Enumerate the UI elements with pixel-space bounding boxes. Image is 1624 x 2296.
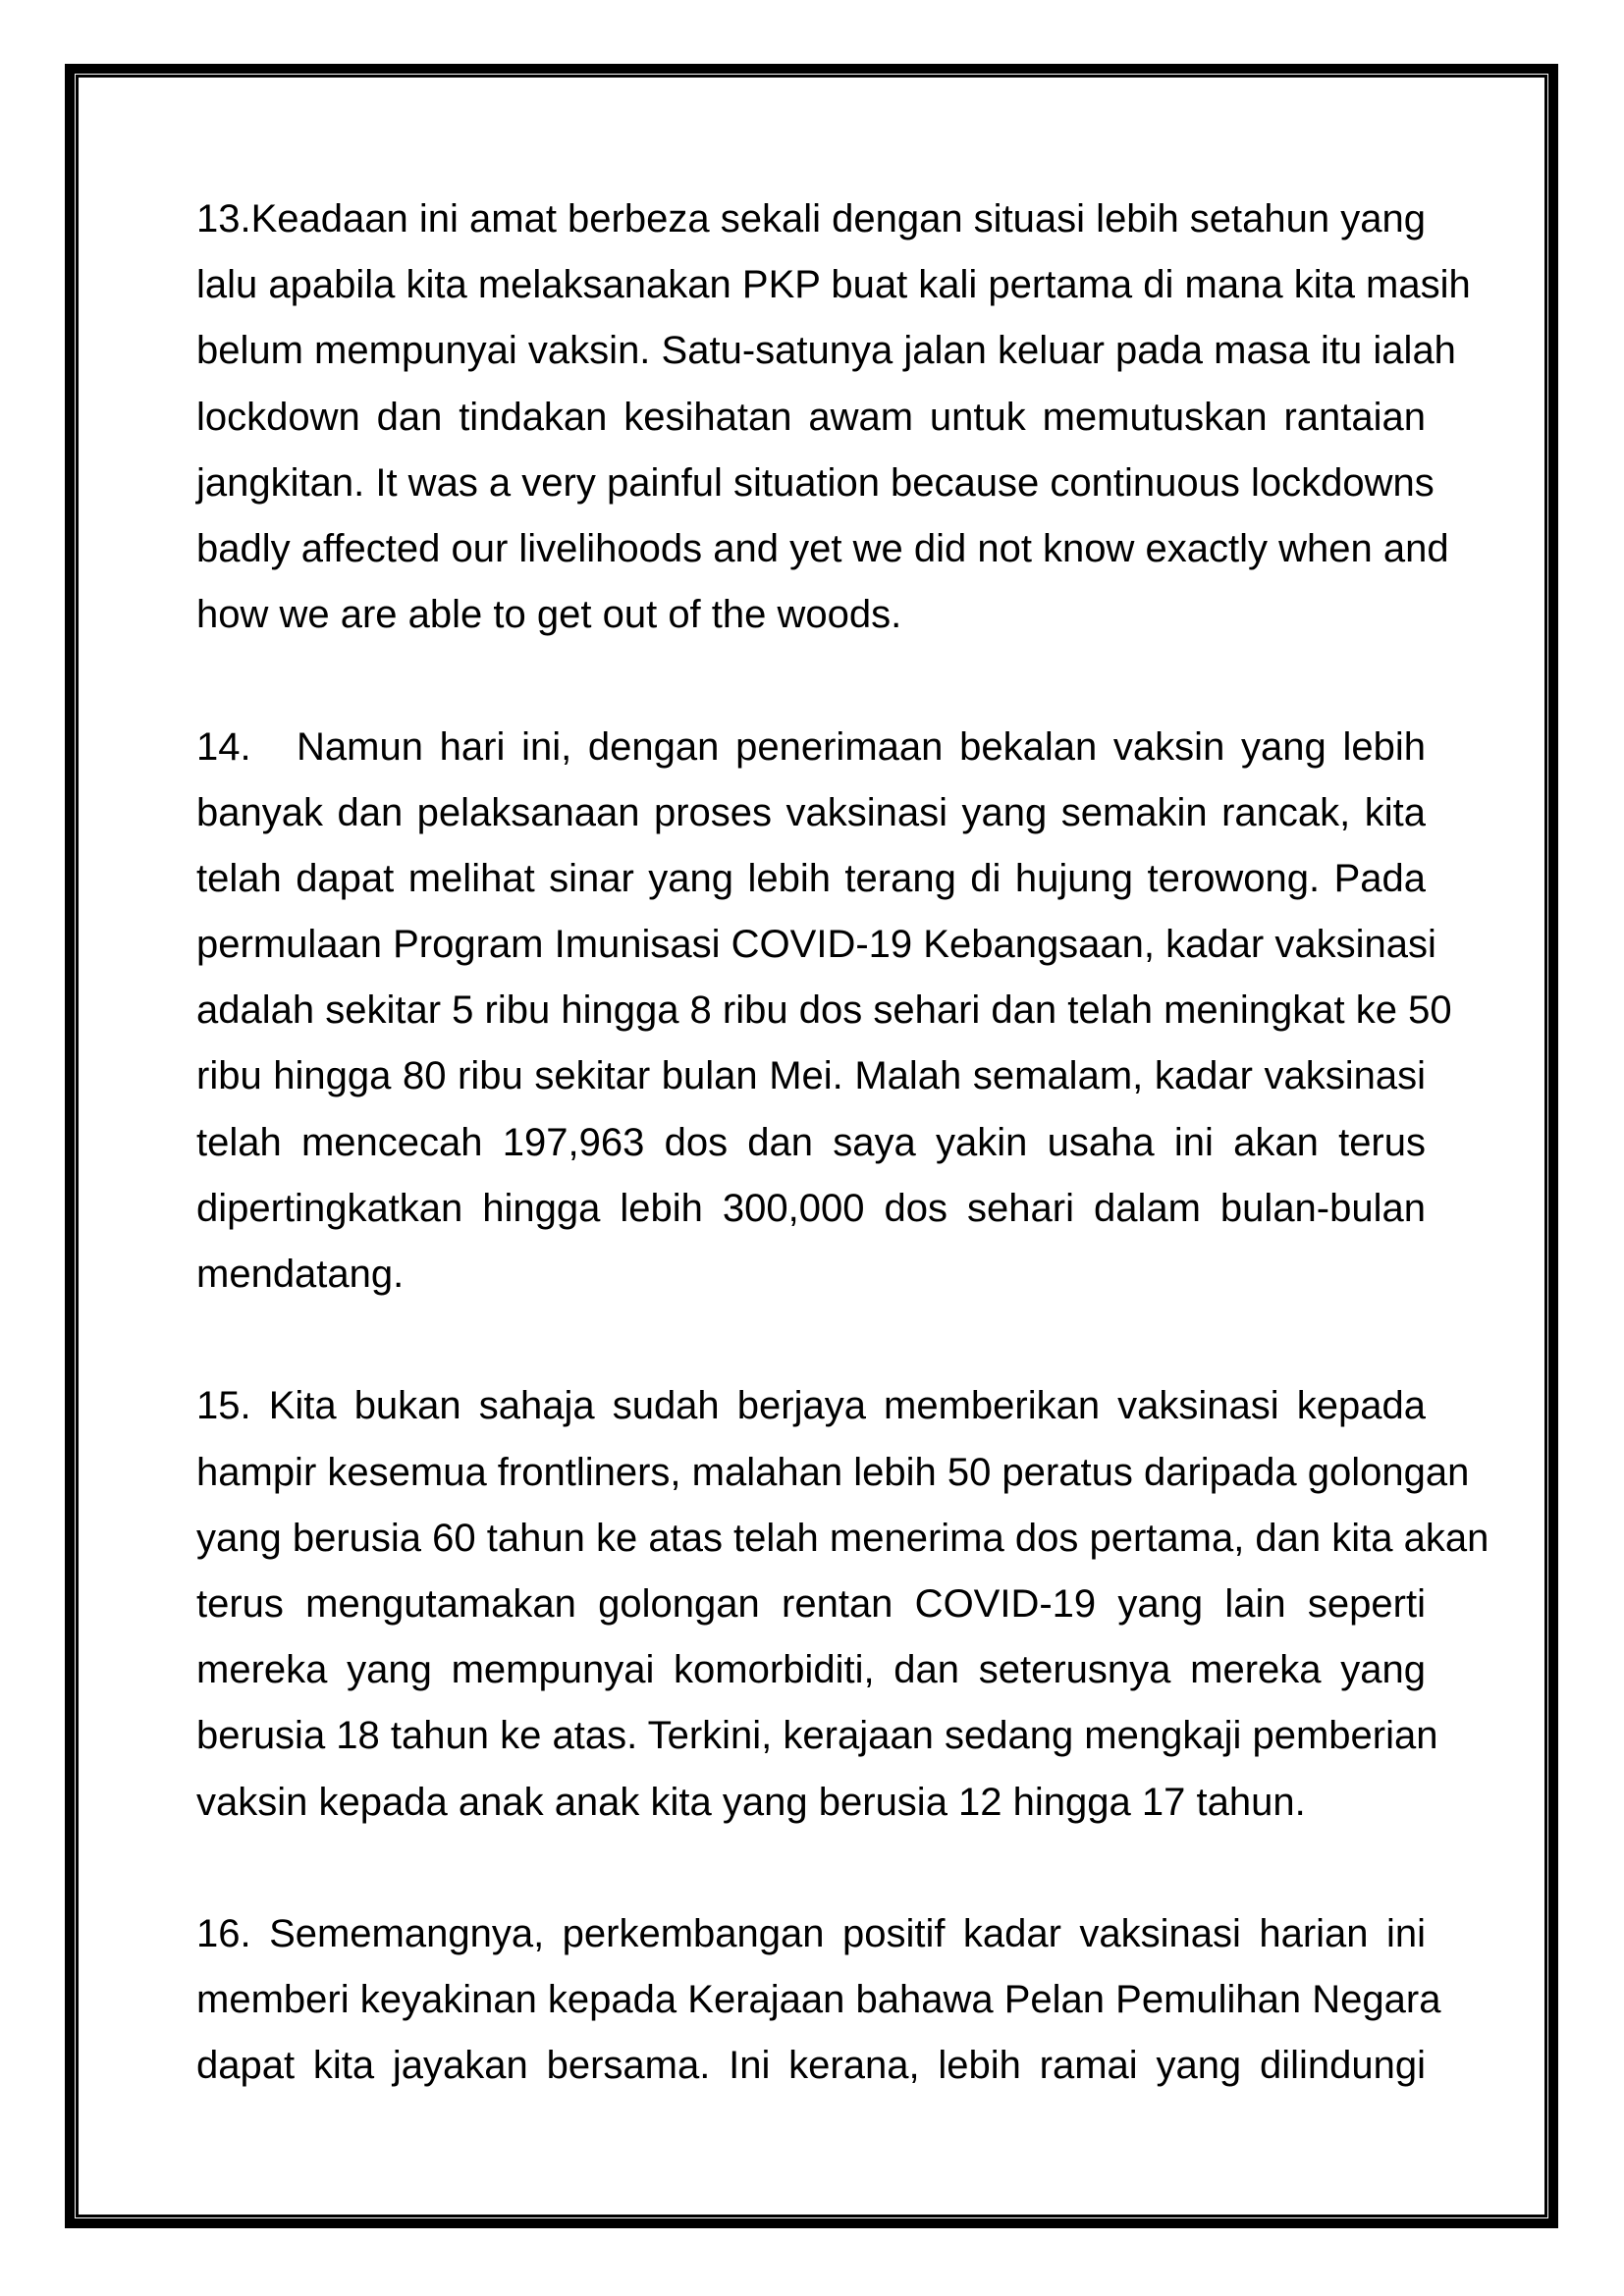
paragraph-line: vaksin kepada anak anak kita yang berusia 12 hingga 17 tahun. [196,1780,1306,1824]
paragraph-line: banyak dan pelaksanaan proses vaksinasi yang semakin rancak, kita [196,790,1426,834]
paragraph-line: ribu hingga 80 ribu sekitar bulan Mei. Malah semalam, kadar vaksinasi [196,1054,1426,1098]
paragraph-line: adalah sekitar 5 ribu hingga 8 ribu dos sehari dan telah meningkat ke 50 [196,988,1452,1033]
paragraph-line: lalu apabila kita melaksanakan PKP buat kali pertama di mana kita masih [196,263,1471,307]
paragraph-line: telah mencecah 197,963 dos dan saya yakin usaha ini akan terus [196,1120,1426,1164]
paragraph-line: mendatang. [196,1253,405,1296]
paragraph-number: 15. [196,1384,251,1428]
paragraph-number: 16. [196,1911,251,1955]
paragraph-line: permulaan Program Imunisasi COVID-19 Kebangsaan, kadar vaksinasi [196,923,1436,967]
paragraph-line: jangkitan. It was a very painful situation because continuous lockdowns [196,460,1435,505]
paragraph-15 [196,1373,1489,1835]
paragraph-line: how we are able to get out of the woods. [196,593,902,637]
paragraph-line: terus mengutamakan golongan rentan COVID-19 yang lain seperti [196,1581,1426,1626]
document-body [196,187,1489,2165]
paragraph-text: Keadaan ini amat berbeza sekali dengan situasi lebih setahun yang [250,197,1426,240]
paragraph-line: telah dapat melihat sinar yang lebih terang di hujung terowong. Pada [196,856,1426,900]
paragraph-line [196,1373,1426,1439]
paragraph-number: 14. [196,724,251,769]
paragraph-line: mereka yang mempunyai komorbiditi, dan seterusnya mereka yang [196,1648,1426,1692]
paragraph-text: Namun hari ini, dengan penerimaan bekalan vaksin yang lebih [297,724,1426,769]
paragraph-line: berusia 18 tahun ke atas. Terkini, kerajaan sedang mengkaji pemberian [196,1714,1438,1758]
paragraph-16 [196,1901,1441,2100]
paragraph-line: belum mempunyai vaksin. Satu-satunya jalan keluar pada masa itu ialah [196,329,1456,373]
paragraph-line: dapat kita jayakan bersama. Ini kerana, lebih ramai yang dilindungi [196,2044,1426,2088]
paragraph-text: Kita bukan sahaja sudah berjaya memberikan vaksinasi kepada [268,1384,1426,1428]
paragraph-text: Sememangnya, perkembangan positif kadar vaksinasi harian ini [269,1911,1426,1955]
paragraph-line: yang berusia 60 tahun ke atas telah menerima dos pertama, dan kita akan [196,1516,1489,1560]
paragraph-line: dipertingkatkan hingga lebih 300,000 dos sehari dalam bulan-bulan [196,1186,1426,1230]
paragraph-line: lockdown dan tindakan kesihatan awam untuk memutuskan rantaian [196,395,1426,439]
paragraph-line [196,1901,1426,1967]
paragraph-14 [196,715,1452,1308]
paragraph-13 [196,187,1471,648]
paragraph-number: 13. [196,197,251,240]
paragraph-line: hampir kesemua frontliners, malahan lebih 50 peratus daripada golongan [196,1450,1470,1494]
paragraph-line [196,715,1426,780]
paragraph-line: badly affected our livelihoods and yet we did not know exactly when and [196,526,1449,570]
paragraph-line [196,187,1426,252]
paragraph-line: memberi keyakinan kepada Kerajaan bahawa Pelan Pemulihan Negara [196,1978,1441,2022]
